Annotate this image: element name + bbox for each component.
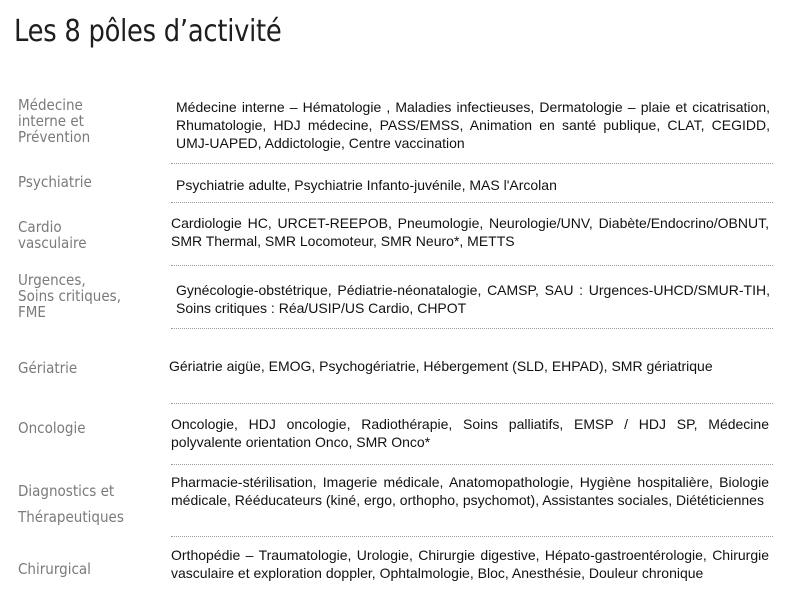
row-divider [171,163,773,164]
pole-name-cardio: Cardio vasculaire [18,218,87,252]
pole-activities-oncologie: Oncologie, HDJ oncologie, Radiothérapie, Soins palliatifs, EMSP / HDJ SP, Médecine polyvalente orientation Onco, SMR Onco* [171,416,769,450]
pole-activities-urgences: Gynécologie-obstétrique, Pédiatrie-néonatalogie, CAMSP, SAU : Urgences-UHCD/SMUR-TIH, Soins critiques : Réa/USIP/US Cardio, CHPOT [176,282,770,316]
pole-name-psychiatrie: Psychiatrie [18,173,92,191]
pole-activities-geriatrie: Gériatrie aigüe, EMOG, Psychogériatrie, Hébergement (SLD, EHPAD), SMR gériatrique [169,358,713,374]
row-divider [171,202,773,203]
row-divider [171,265,773,266]
pole-activities-cardio: Cardiologie HC, URCET-REEPOB, Pneumologie, Neurologie/UNV, Diabète/Endocrino/OBNUT, SMR Thermal, SMR Locomoteur, SMR Neuro*, METTS [171,215,769,249]
page-title: Les 8 pôles d’activité [14,14,282,49]
pole-activities-diagnostics: Pharmacie-stérilisation, Imagerie médicale, Anatomopathologie, Hygiène hospitalière, Biologie médicale, Rééducateurs (kiné, ergo, orthopho, psychomot), Assistantes sociales, Diététiciennes [171,474,769,508]
pole-activities-chirurgical: Orthopédie – Traumatologie, Urologie, Chirurgie digestive, Hépato-gastroentérologie, Chirurgie vasculaire et exploration doppler, Ophtalmologie, Bloc, Anesthésie, Douleur chronique [171,547,769,581]
pole-name-geriatrie: Gériatrie [18,359,78,377]
row-divider [171,536,773,537]
pole-activities-psychiatrie: Psychiatrie adulte, Psychiatrie Infanto-juvénile, MAS l'Arcolan [176,177,557,193]
pole-name-medecine: Médecine interne et Prévention [18,96,91,146]
pole-name-urgences: Urgences, Soins critiques, FME [18,271,121,321]
pole-name-chirurgical: Chirurgical [18,560,91,578]
row-divider [171,328,773,329]
row-divider [171,403,773,404]
pole-name-oncologie: Oncologie [18,419,86,437]
row-divider [171,464,773,465]
pole-name-diagnostics: Diagnostics et Thérapeutiques [18,482,124,526]
pole-activities-medecine: Médecine interne – Hématologie , Maladies infectieuses, Dermatologie – plaie et cicatrisation, Rhumatologie, HDJ médecine, PASS/EMSS, Animation en santé publique, CLAT, CEGIDD, UMJ-UAPED, Addictologie, Centre vaccination [176,99,770,151]
